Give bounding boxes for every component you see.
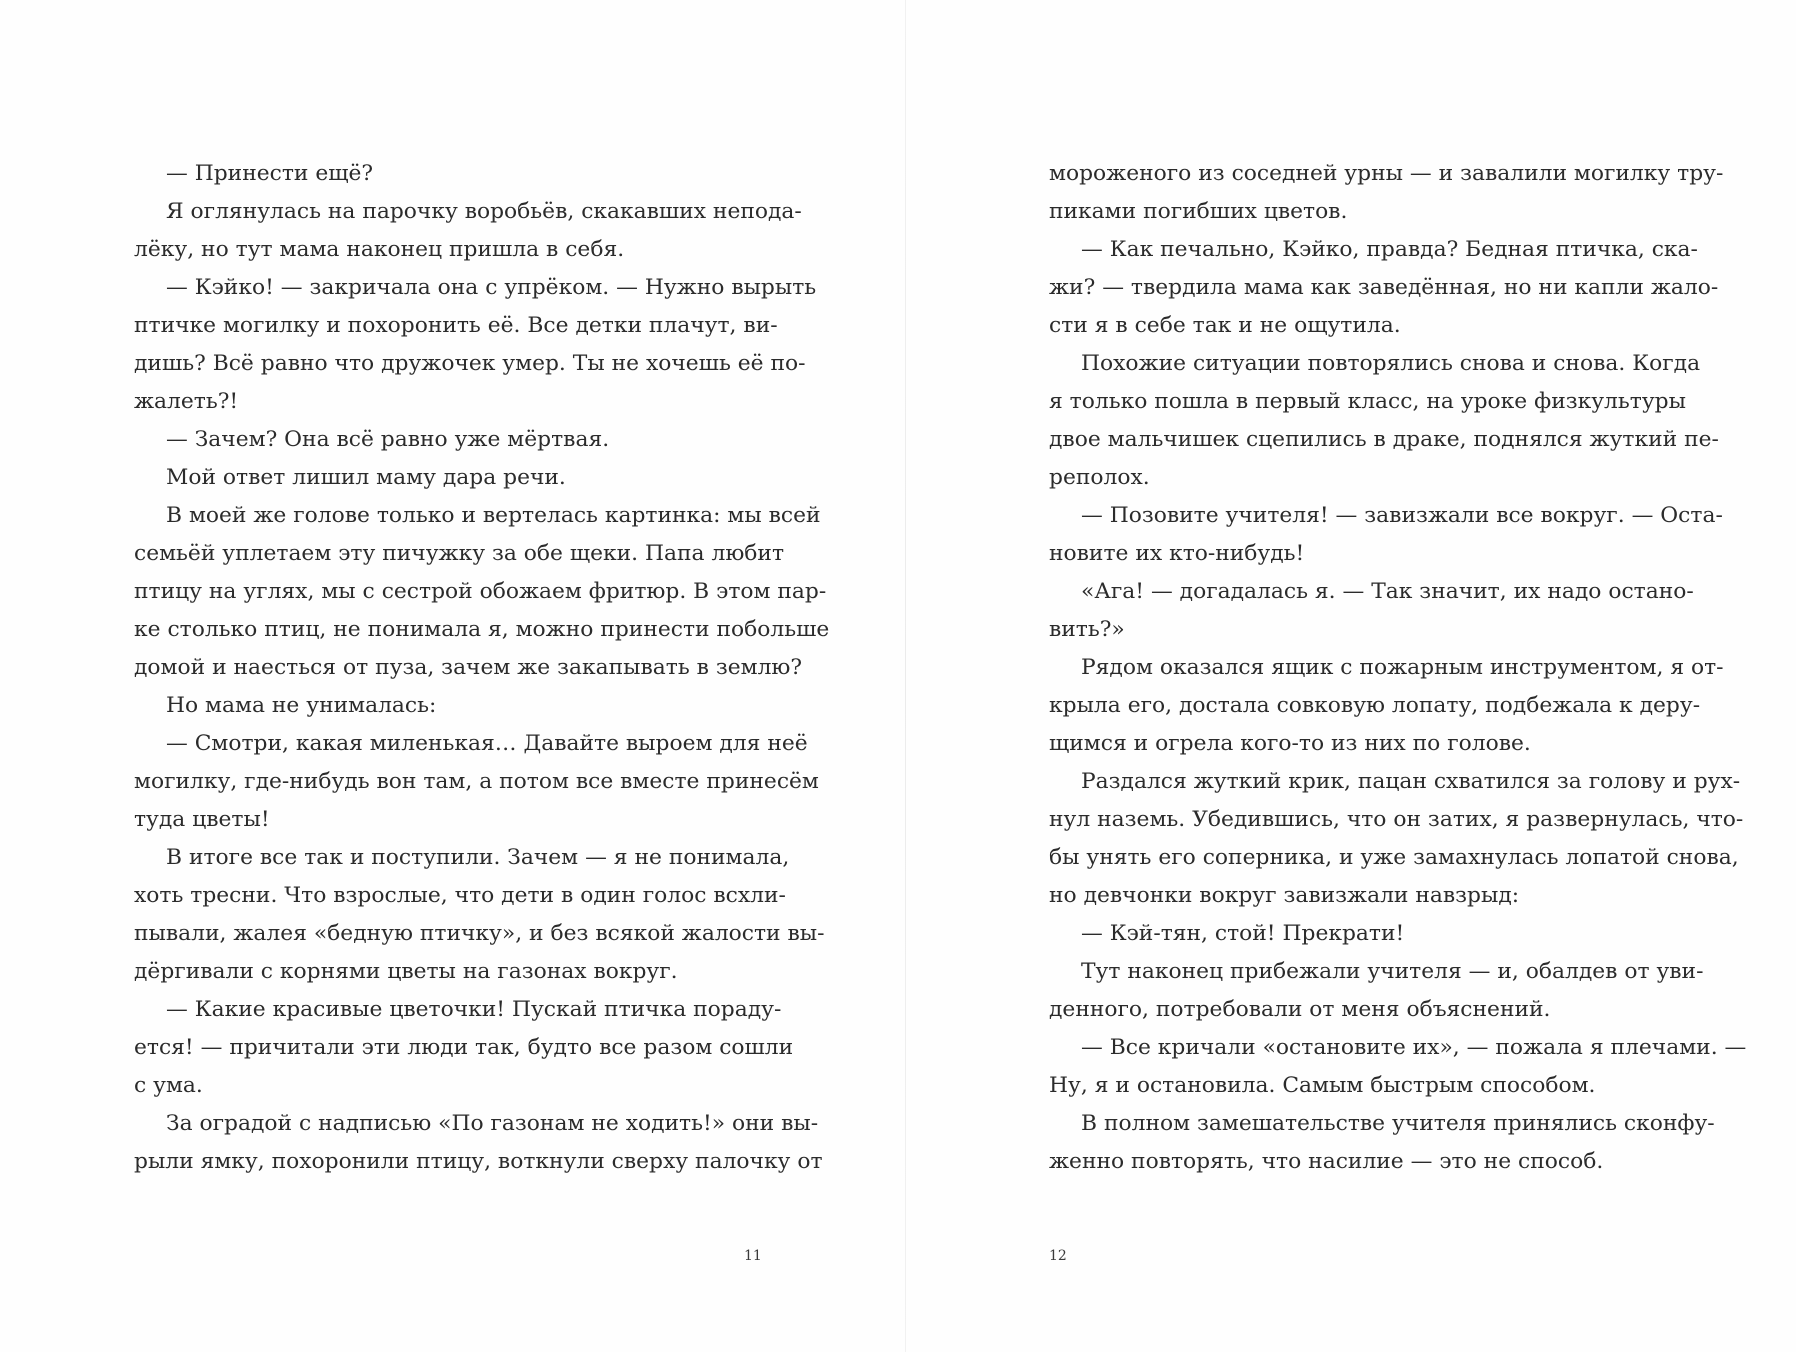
text-line: женно повторять, что насилие — это не способ. — [1049, 1149, 1604, 1174]
text-line: — Зачем? Она всё равно уже мёртвая. — [166, 427, 610, 452]
text-line: ется! — причитали эти люди так, будто все разом сошли — [134, 1035, 794, 1060]
text-line: В полном замешательстве учителя принялись сконфу- — [1081, 1111, 1715, 1136]
text-line: с ума. — [134, 1073, 203, 1098]
text-line: бы унять его соперника, и уже замахнулась лопатой снова, — [1049, 845, 1739, 870]
text-line: щимся и огрела кого-то из них по голове. — [1049, 731, 1531, 756]
text-line: Ну, я и остановила. Самым быстрым способом. — [1049, 1073, 1596, 1098]
text-line: я только пошла в первый класс, на уроке физкультуры — [1049, 389, 1686, 414]
text-line: вить?» — [1049, 617, 1125, 642]
text-line: жи? — твердила мама как заведённая, но ни капли жало- — [1049, 275, 1719, 300]
text-line: пиками погибших цветов. — [1049, 199, 1348, 224]
text-line: сти я в себе так и не ощутила. — [1049, 313, 1401, 338]
text-line: но девчонки вокруг завизжали навзрыд: — [1049, 883, 1520, 908]
text-line: дёргивали с корнями цветы на газонах вокруг. — [134, 959, 678, 984]
text-line: — Позовите учителя! — завизжали все вокруг. — Оста- — [1081, 503, 1723, 528]
text-line: могилку, где-нибудь вон там, а потом все вместе принесём — [134, 769, 819, 794]
text-line: — Смотри, какая миленькая… Давайте выроем для неё — [166, 731, 808, 756]
text-line: — Как печально, Кэйко, правда? Бедная птичка, ска- — [1081, 237, 1698, 262]
text-line: реполох. — [1049, 465, 1150, 490]
text-line: В моей же голове только и вертелась картинка: мы всей — [166, 503, 821, 528]
text-line: птицу на углях, мы с сестрой обожаем фритюр. В этом пар- — [134, 579, 827, 604]
text-line: жалеть?! — [134, 389, 239, 414]
text-line: «Ага! — догадалась я. — Так значит, их надо остано- — [1081, 579, 1694, 604]
text-line: — Кэй-тян, стой! Прекрати! — [1081, 921, 1405, 946]
text-line: — Все кричали «остановите их», — пожала я плечами. — — [1081, 1035, 1747, 1060]
text-line: домой и наесться от пуза, зачем же закапывать в землю? — [134, 655, 803, 680]
right-page-number: 12 — [1049, 1248, 1067, 1264]
text-line: Рядом оказался ящик с пожарным инструментом, я от- — [1081, 655, 1724, 680]
text-line: пывали, жалея «бедную птичку», и без всякой жалости вы- — [134, 921, 825, 946]
text-line: Мой ответ лишил маму дара речи. — [166, 465, 566, 490]
text-line: Похожие ситуации повторялись снова и снова. Когда — [1081, 351, 1701, 376]
right-page — [906, 0, 1796, 1352]
text-line: Тут наконец прибежали учителя — и, обалдев от уви- — [1081, 959, 1704, 984]
text-line: новите их кто-нибудь! — [1049, 541, 1305, 566]
text-line: денного, потребовали от меня объяснений. — [1049, 997, 1551, 1022]
left-page-number: 11 — [744, 1248, 762, 1264]
left-page-text — [134, 155, 830, 1181]
text-line: птичке могилку и похоронить её. Все детки плачут, ви- — [134, 313, 778, 338]
text-line: хоть тресни. Что взрослые, что дети в один голос всхли- — [134, 883, 786, 908]
text-line: — Кэйко! — закричала она с упрёком. — Нужно вырыть — [166, 275, 817, 300]
text-line: За оградой с надписью «По газонам не ходить!» они вы- — [166, 1111, 819, 1136]
text-line: Но мама не унималась: — [166, 693, 437, 718]
text-line: крыла его, достала совковую лопату, подбежала к деру- — [1049, 693, 1701, 718]
text-line: нул наземь. Убедившись, что он затих, я развернулась, что- — [1049, 807, 1744, 832]
text-line: — Какие красивые цветочки! Пускай птичка поpаду- — [166, 997, 782, 1022]
text-line: ке столько птиц, не понимала я, можно принести побольше — [134, 617, 830, 642]
text-line: двое мальчишек сцепились в драке, поднялся жуткий пе- — [1049, 427, 1719, 452]
text-line: мороженого из соседней урны — и завалили могилку тру- — [1049, 161, 1724, 186]
right-page-text — [1049, 155, 1747, 1181]
text-line: дишь? Всё равно что дружочек умер. Ты не хочешь её по- — [134, 351, 806, 376]
text-line: туда цветы! — [134, 807, 270, 832]
text-line: — Принести ещё? — [166, 161, 374, 186]
text-line: Раздался жуткий крик, пацан схватился за голову и рух- — [1081, 769, 1741, 794]
text-line: лёку, но тут мама наконец пришла в себя. — [134, 237, 625, 262]
text-line: семьёй уплетаем эту пичужку за обе щеки. Папа любит — [134, 541, 785, 566]
text-line: рыли ямку, похоронили птицу, воткнули сверху палочку от — [134, 1149, 823, 1174]
text-line: Я оглянулась на парочку воробьёв, скакавших непода- — [166, 199, 802, 224]
text-line: В итоге все так и поступили. Зачем — я не понимала, — [166, 845, 790, 870]
